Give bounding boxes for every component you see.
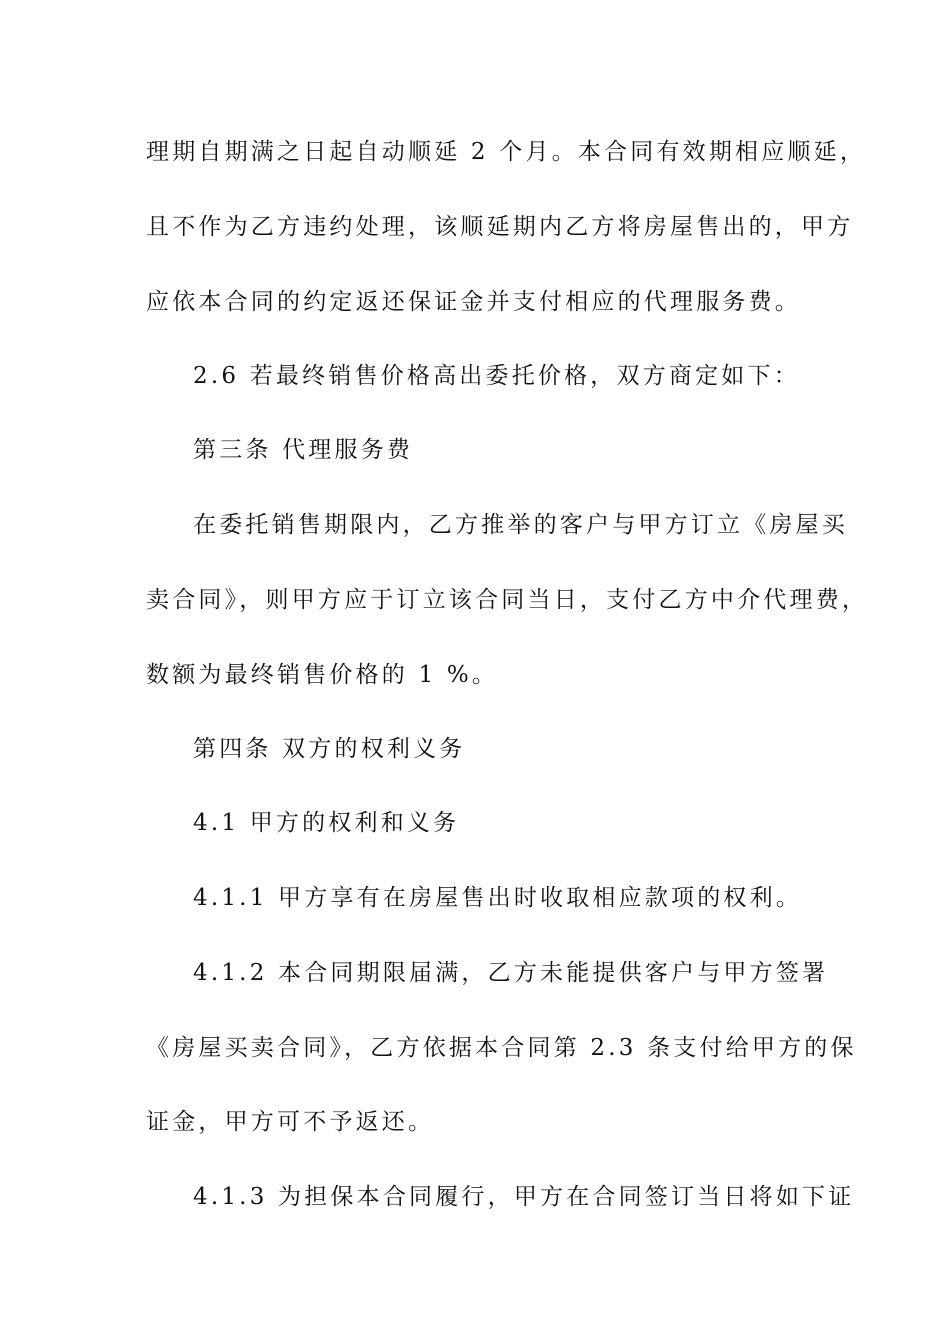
text-line-8: 数额为最终销售价格的 1 %。 (146, 662, 499, 688)
text-line-12: 4.1.2 本合同期限届满，乙方未能提供客户与甲方签署 (193, 960, 829, 986)
section-heading-3: 第三条 代理服务费 (193, 437, 414, 463)
text-line-7: 卖合同》，则甲方应于订立该合同当日，支付乙方中介代理费， (146, 587, 869, 613)
text-line-14: 证金，甲方可不予返还。 (146, 1109, 435, 1135)
text-line-11: 4.1.1 甲方享有在房屋售出时收取相应款项的权利。 (193, 885, 803, 911)
text-line-1: 理期自期满之日起自动顺延 2 个月。本合同有效期相应顺延， (146, 139, 867, 165)
text-line-3: 应依本合同的约定返还保证金并支付相应的代理服务费。 (146, 289, 801, 315)
text-line-15: 4.1.3 为担保本合同履行，甲方在合同签订当日将如下证 (193, 1184, 855, 1210)
section-heading-4: 第四条 双方的权利义务 (193, 736, 466, 762)
text-line-6: 在委托销售期限内，乙方推举的客户与甲方订立《房屋买 (193, 512, 848, 538)
text-line-2: 且不作为乙方违约处理，该顺延期内乙方将房屋售出的，甲方 (146, 214, 854, 240)
subsection-heading-4-1: 4.1 甲方的权利和义务 (193, 810, 460, 836)
text-line-4: 2.6 若最终销售价格高出委托价格，双方商定如下： (193, 363, 800, 389)
text-line-13: 《房屋买卖合同》，乙方依据本合同第 2.3 条支付给甲方的保 (146, 1035, 857, 1061)
